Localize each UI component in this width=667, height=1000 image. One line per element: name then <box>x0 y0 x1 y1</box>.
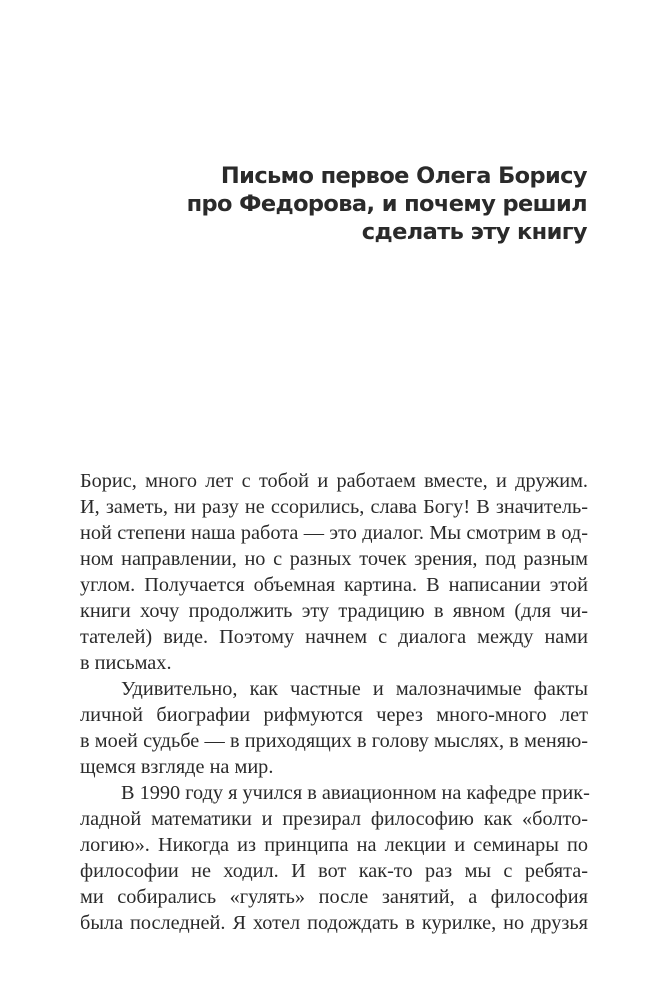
text-line: углом. Получается объемная картина. В написании этой <box>80 574 588 596</box>
text-line: философии не ходил. И вот как-то раз мы с ребята- <box>80 860 588 882</box>
text-line: ми собирались «гулять» после занятий, а философия <box>80 886 588 908</box>
chapter-title-line: Письмо первое Олега Борису <box>220 163 587 189</box>
text-line: книги хочу продолжить эту традицию в явном (для чи- <box>80 600 588 622</box>
text-line: в письмах. <box>80 652 172 674</box>
paragraph-2 <box>80 676 588 780</box>
chapter-title-line: про Федорова, и почему решил <box>186 191 587 217</box>
text-line: логию». Никогда из принципа на лекции и семинары по <box>80 834 588 856</box>
text-line: личной биографии рифмуются через много-много лет <box>80 704 588 726</box>
paragraph-1 <box>80 468 588 676</box>
text-line: ладной математики и презирал философию как «болто- <box>80 808 588 830</box>
text-line: щемся взгляде на мир. <box>80 756 274 778</box>
text-line: ной степени наша работа — это диалог. Мы смотрим в од- <box>80 522 588 544</box>
text-line: в моей судьбе — в приходящих в голову мыслях, в меняю- <box>80 730 588 752</box>
text-line: тателей) виде. Поэтому начнем с диалога между нами <box>80 626 588 648</box>
text-line: была последней. Я хотел подождать в курилке, но друзья <box>80 912 588 934</box>
chapter-title-line: сделать эту книгу <box>361 219 587 245</box>
text-line: Удивительно, как частные и малозначимые факты <box>121 678 588 700</box>
text-line: Борис, много лет с тобой и работаем вместе, и дружим. <box>80 470 588 492</box>
paragraph-3 <box>80 780 588 936</box>
chapter-title <box>127 162 587 246</box>
body-text <box>80 468 588 936</box>
text-line: В 1990 году я учился в авиационном на кафедре прик- <box>121 782 590 804</box>
text-line: И, заметь, ни разу не ссорились, слава Богу! В значитель- <box>80 496 588 518</box>
text-line: ном направлении, но с разных точек зрения, под разным <box>80 548 588 570</box>
